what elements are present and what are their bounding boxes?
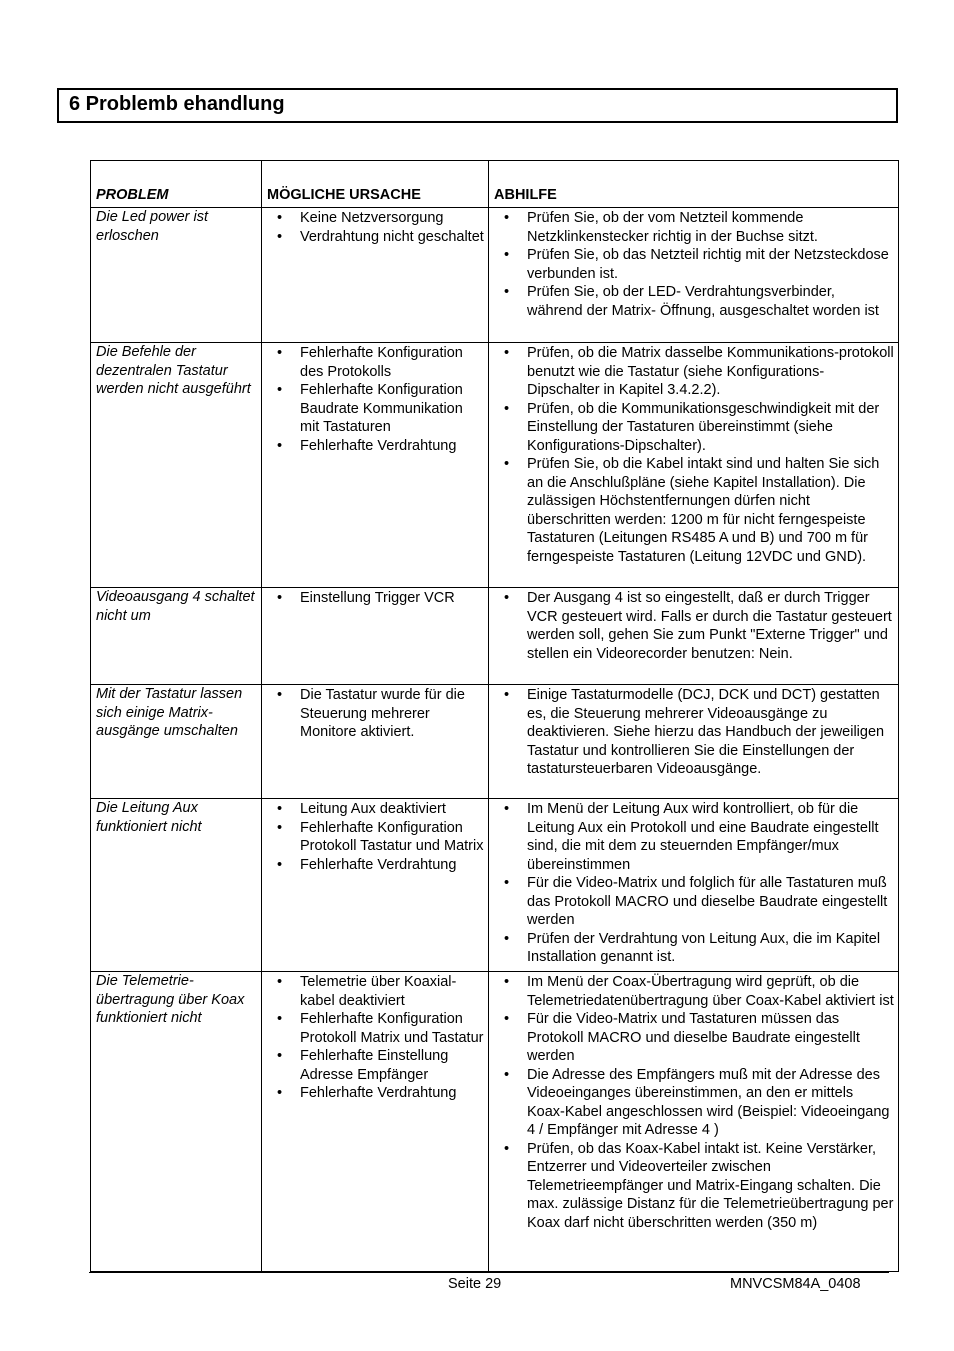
fix-item: • Prüfen Sie, ob das Netzteil richtig mit der Netzsteckdose verbunden ist.	[504, 246, 894, 283]
fix-item: • Für die Video-Matrix und Tastaturen müssen das Protokoll MACRO und dieselbe Baudrate eingestellt werden	[504, 1010, 894, 1066]
header-fix: ABHILFE	[489, 161, 899, 208]
cause-cell	[262, 208, 489, 343]
cause-item: • Fehlerhafte Verdrahtung	[277, 437, 484, 456]
table-row	[91, 685, 899, 799]
fix-item: • Prüfen, ob das Koax-Kabel intakt ist. Keine Verstärker, Entzerrer und Videoverteiler zwischen Telemetrieempfänger und Matrix-Eingang schalten. Die max. zulässige Distanz für die Telemetrieübertragung per Koax darf nicht überschritten werden (350 m)	[504, 1140, 894, 1233]
problem-cell: Mit der Tastatur lassen sich einige Matrix-ausgänge umschalten	[91, 685, 262, 799]
fix-item: • Für die Video-Matrix und folglich für alle Tastaturen muß das Protokoll MACRO und dieselbe Baudrate eingestellt werden	[504, 874, 894, 930]
problem-cell: Die Befehle der dezentralen Tastatur werden nicht ausgeführt	[91, 343, 262, 588]
cause-list	[263, 686, 487, 742]
fix-cell	[489, 972, 899, 1272]
problem-cell: Videoausgang 4 schaltet nicht um	[91, 588, 262, 685]
fix-item: • Im Menü der Leitung Aux wird kontrolliert, ob für die Leitung Aux ein Protokoll und eine Baudrate eingestellt sind, die mit dem zu steuernden Empfänger/mux übereinstimmen	[504, 800, 894, 874]
cause-cell	[262, 972, 489, 1272]
table-row	[91, 343, 899, 588]
fix-item: • Prüfen Sie, ob der vom Netzteil kommende Netzklinkenstecker richtig in der Buchse sitzt.	[504, 209, 894, 246]
fix-item: • Die Adresse des Empfängers muß mit der Adresse des Videoeinganges übereinstimmen, an den er mittels Koax-Kabel angeschlossen wird (Beispiel: Videoeingang 4 / Empfänger mit Adresse 4 )	[504, 1066, 894, 1140]
fix-cell	[489, 343, 899, 588]
header-cause: MÖGLICHE URSACHE	[262, 161, 489, 208]
document-id: MNVCSM84A_0408	[730, 1276, 861, 1292]
section-title-box	[57, 88, 898, 123]
cause-cell	[262, 685, 489, 799]
fix-item: • Prüfen Sie, ob die Kabel intakt sind und halten Sie sich an die Anschlußpläne (siehe Kapitel Installation). Die zulässigen Höchstentfernungen dürfen nicht überschritten werden: 1200 m für nicht ferngespeiste Tastaturen (Leitungen RS485 A und B) und 700 m für ferngespeiste Tastaturen (Leitung 12VDC und GND).	[504, 455, 894, 566]
cause-item: • Leitung Aux deaktiviert	[277, 800, 484, 819]
cause-item: • Verdrahtung nicht geschaltet	[277, 228, 484, 247]
header-problem: PROBLEM	[91, 161, 262, 208]
table-row	[91, 972, 899, 1272]
troubleshooting-table	[90, 160, 899, 1272]
fix-cell	[489, 799, 899, 972]
problem-cell: Die Telemetrie-übertragung über Koax funktioniert nicht	[91, 972, 262, 1272]
fix-list	[490, 209, 897, 320]
fix-list	[490, 800, 897, 967]
fix-item: • Im Menü der Coax-Übertragung wird geprüft, ob die Telemetriedatenübertragung über Coax-Kabel aktiviert ist	[504, 973, 894, 1010]
cause-list	[263, 209, 487, 246]
footer-divider	[89, 1272, 889, 1273]
table-row	[91, 799, 899, 972]
fix-cell	[489, 685, 899, 799]
problem-cell: Die Leitung Aux funktioniert nicht	[91, 799, 262, 972]
table-header-row	[91, 161, 899, 208]
fix-list	[490, 973, 897, 1232]
fix-item: • Einige Tastaturmodelle (DCJ, DCK und DCT) gestatten es, die Steuerung mehrerer Videoausgänge zu deaktivieren. Siehe hierzu das Handbuch der jeweiligen Tastatur und kontrollieren Sie die Einstellungen der tastatursteuerbaren Videoausgänge.	[504, 686, 894, 779]
cause-item: • Einstellung Trigger VCR	[277, 589, 484, 608]
cause-cell	[262, 343, 489, 588]
table-row	[91, 588, 899, 685]
fix-item: • Prüfen der Verdrahtung von Leitung Aux, die im Kapitel Installation genannt ist.	[504, 930, 894, 967]
cause-item: • Fehlerhafte Einstellung Adresse Empfänger	[277, 1047, 484, 1084]
fix-cell	[489, 588, 899, 685]
fix-list	[490, 344, 897, 566]
cause-list	[263, 800, 487, 874]
cause-item: • Die Tastatur wurde für die Steuerung mehrerer Monitore aktiviert.	[277, 686, 484, 742]
cause-list	[263, 589, 487, 608]
cause-list	[263, 344, 487, 455]
cause-item: • Telemetrie über Koaxial-kabel deaktiviert	[277, 973, 484, 1010]
fix-item: • Prüfen, ob die Matrix dasselbe Kommunikations-protokoll benutzt wie die Tastatur (siehe Konfigurations-Dipschalter in Kapitel 3.4.2.2).	[504, 344, 894, 400]
cause-item: • Keine Netzversorgung	[277, 209, 484, 228]
cause-item: • Fehlerhafte Konfiguration Protokoll Tastatur und Matrix	[277, 819, 484, 856]
cause-item: • Fehlerhafte Verdrahtung	[277, 856, 484, 875]
fix-cell	[489, 208, 899, 343]
section-title: 6 Problemb ehandlung	[69, 93, 285, 115]
fix-item: • Prüfen Sie, ob der LED- Verdrahtungsverbinder, während der Matrix- Öffnung, ausgeschaltet worden ist	[504, 283, 894, 320]
page-number: Seite 29	[448, 1276, 502, 1292]
cause-item: • Fehlerhafte Konfiguration des Protokolls	[277, 344, 484, 381]
fix-list	[490, 686, 897, 779]
cause-cell	[262, 799, 489, 972]
fix-list	[490, 589, 897, 663]
cause-item: • Fehlerhafte Konfiguration Protokoll Matrix und Tastatur	[277, 1010, 484, 1047]
cause-cell	[262, 588, 489, 685]
cause-item: • Fehlerhafte Verdrahtung	[277, 1084, 484, 1103]
fix-item: • Der Ausgang 4 ist so eingestellt, daß er durch Trigger VCR gesteuert wird. Falls er durch die Tastatur gesteuert werden soll, gehen Sie zum Punkt "Externe Trigger" und stellen ein Videorecorder benutzen: Nein.	[504, 589, 894, 663]
cause-list	[263, 973, 487, 1103]
fix-item: • Prüfen, ob die Kommunikationsgeschwindigkeit mit der Einstellung der Tastaturen übereinstimmt (siehe Konfigurations-Dipschalter).	[504, 400, 894, 456]
problem-cell: Die Led power ist erloschen	[91, 208, 262, 343]
cause-item: • Fehlerhafte Konfiguration Baudrate Kommunikation mit Tastaturen	[277, 381, 484, 437]
table-row	[91, 208, 899, 343]
